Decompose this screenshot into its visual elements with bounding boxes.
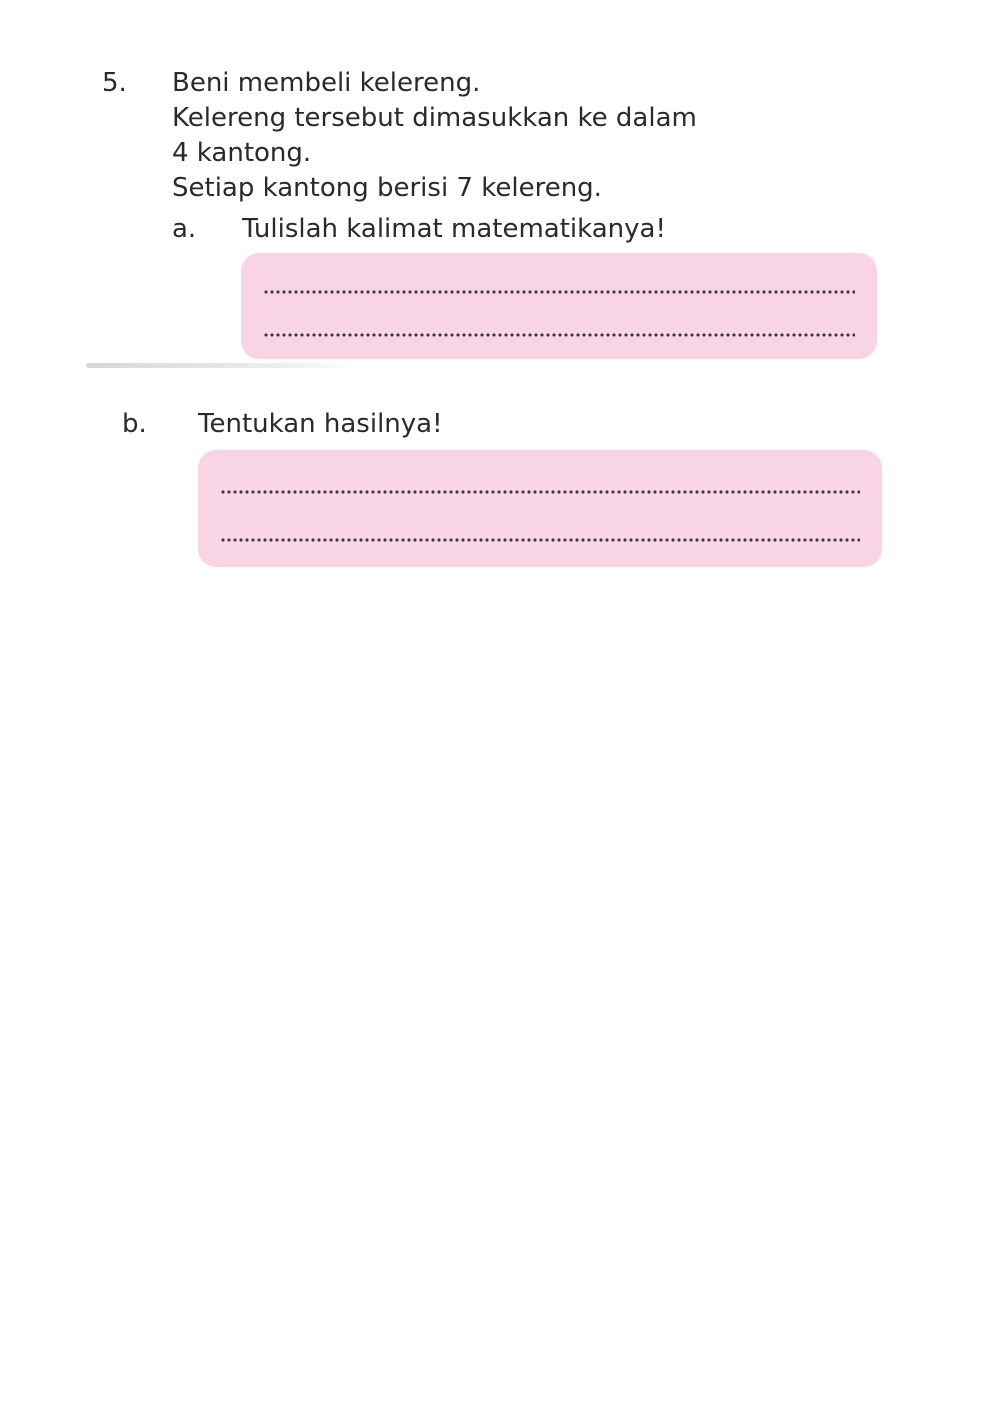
question-text <box>172 66 697 206</box>
part-b-letter: b. <box>122 409 147 439</box>
page-divider <box>86 363 358 368</box>
part-b-prompt: Tentukan hasilnya! <box>198 409 443 439</box>
part-a-prompt: Tulislah kalimat matematikanya! <box>242 214 666 244</box>
part-b-answer-box[interactable] <box>198 450 882 567</box>
question-line: Setiap kantong berisi 7 kelereng. <box>172 173 602 203</box>
answer-dotted-line <box>263 289 855 295</box>
question-line: Beni membeli kelereng. <box>172 68 481 98</box>
question-number: 5. <box>102 68 127 98</box>
question-line: Kelereng tersebut dimasukkan ke dalam <box>172 103 697 133</box>
part-a-letter: a. <box>172 214 197 244</box>
answer-dotted-line <box>220 489 860 495</box>
part-a-answer-box[interactable] <box>241 253 877 359</box>
answer-dotted-line <box>263 332 855 338</box>
answer-dotted-line <box>220 537 860 543</box>
question-line: 4 kantong. <box>172 138 312 168</box>
